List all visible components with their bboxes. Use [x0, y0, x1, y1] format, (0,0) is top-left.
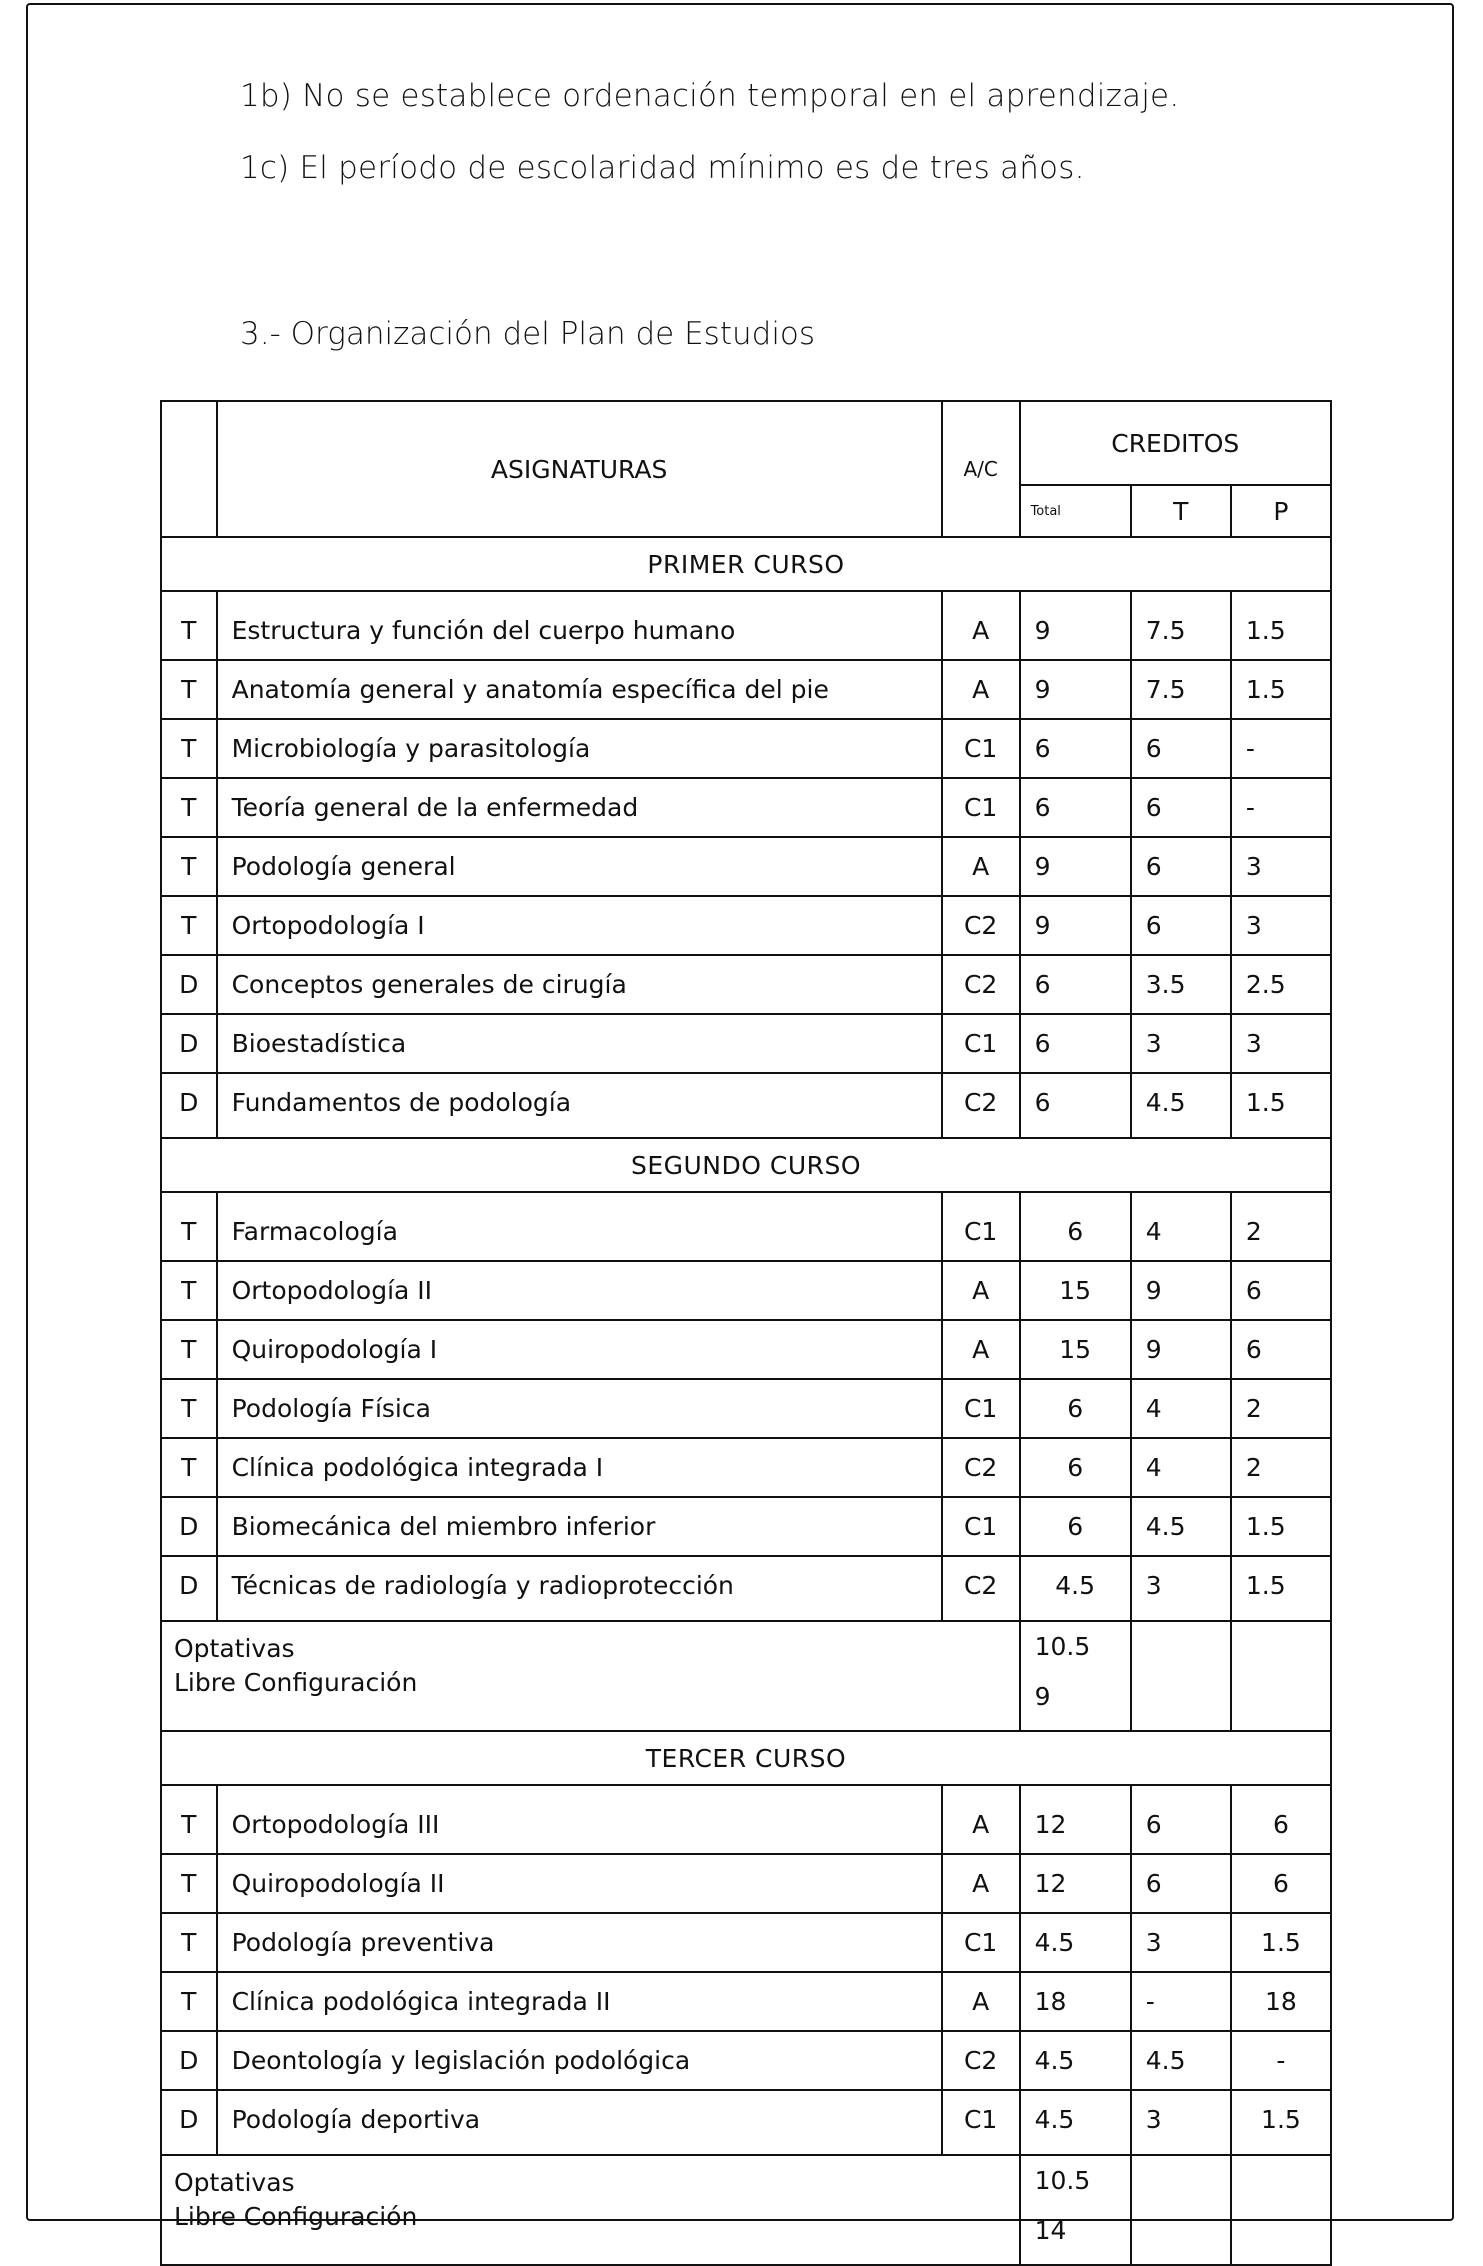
practice-credits-cell: 18	[1231, 1972, 1331, 2031]
total-credits-cell: 12	[1020, 1854, 1131, 1913]
practice-credits-cell: 1.5	[1231, 660, 1331, 719]
ac-cell: C2	[942, 1438, 1020, 1497]
empty-credits-cell	[1131, 1621, 1231, 1731]
practice-credits-cell: 2	[1231, 1379, 1331, 1438]
total-credits-cell: 6	[1020, 778, 1131, 837]
table-row	[161, 1073, 1331, 1138]
subject-name-cell: Quiropodología II	[217, 1854, 942, 1913]
optional-total-cell	[1020, 2155, 1131, 2265]
table-row	[161, 1785, 1331, 1854]
total-credits-cell: 15	[1020, 1320, 1131, 1379]
practice-credits-cell: 2	[1231, 1438, 1331, 1497]
table-row	[161, 660, 1331, 719]
theory-credits-cell: 4	[1131, 1438, 1231, 1497]
subject-type-cell: D	[161, 1073, 217, 1138]
theory-header: T	[1131, 485, 1231, 537]
table-row	[161, 719, 1331, 778]
theory-credits-cell: 6	[1131, 778, 1231, 837]
total-credits-cell: 9	[1020, 660, 1131, 719]
practice-header: P	[1231, 485, 1331, 537]
subject-type-cell: D	[161, 2031, 217, 2090]
table-row	[161, 1379, 1331, 1438]
table-row	[161, 778, 1331, 837]
total-credits-cell: 6	[1020, 1497, 1131, 1556]
table-row	[161, 1972, 1331, 2031]
subject-name-cell: Bioestadística	[217, 1014, 942, 1073]
subject-name-cell: Teoría general de la enfermedad	[217, 778, 942, 837]
subject-name-cell: Ortopodología II	[217, 1261, 942, 1320]
subject-name-cell: Ortopodología I	[217, 896, 942, 955]
total-credits-cell: 6	[1020, 1438, 1131, 1497]
total-header: Total	[1020, 485, 1131, 537]
total-credits-cell: 6	[1020, 1073, 1131, 1138]
ac-cell: A	[942, 1320, 1020, 1379]
theory-credits-cell: 6	[1131, 719, 1231, 778]
practice-credits-cell: 1.5	[1231, 1913, 1331, 1972]
course-header-row	[161, 1731, 1331, 1785]
practice-credits-cell: 6	[1231, 1854, 1331, 1913]
table-body	[161, 537, 1331, 2265]
libre-configuracion-label: Libre Configuración	[174, 1668, 418, 1697]
practice-credits-cell: -	[1231, 778, 1331, 837]
subject-type-cell: T	[161, 1785, 217, 1854]
subject-type-cell: T	[161, 1379, 217, 1438]
ac-cell: C1	[942, 1497, 1020, 1556]
theory-credits-cell: 4.5	[1131, 1073, 1231, 1138]
subject-name-cell: Técnicas de radiología y radioprotección	[217, 1556, 942, 1621]
practice-credits-cell: 1.5	[1231, 591, 1331, 660]
subject-type-cell: T	[161, 1261, 217, 1320]
theory-credits-cell: 3	[1131, 1014, 1231, 1073]
total-credits-cell: 4.5	[1020, 2090, 1131, 2155]
subject-name-cell: Podología general	[217, 837, 942, 896]
total-credits-cell: 6	[1020, 955, 1131, 1014]
total-credits-cell: 9	[1020, 591, 1131, 660]
subject-type-cell: T	[161, 837, 217, 896]
subject-name-cell: Farmacología	[217, 1192, 942, 1261]
ac-cell: C1	[942, 1379, 1020, 1438]
subject-type-cell: T	[161, 660, 217, 719]
table-row	[161, 955, 1331, 1014]
ac-cell: A	[942, 1854, 1020, 1913]
theory-credits-cell: 6	[1131, 1854, 1231, 1913]
theory-credits-cell: 7.5	[1131, 591, 1231, 660]
total-credits-cell: 9	[1020, 896, 1131, 955]
theory-credits-cell: 3	[1131, 2090, 1231, 2155]
ac-header: A/C	[942, 401, 1020, 537]
table-row	[161, 2031, 1331, 2090]
theory-credits-cell: -	[1131, 1972, 1231, 2031]
subject-name-cell: Biomecánica del miembro inferior	[217, 1497, 942, 1556]
paragraph-1c: 1c) El período de escolaridad mínimo es de tres años.	[240, 150, 1085, 186]
subject-name-cell: Clínica podológica integrada I	[217, 1438, 942, 1497]
subject-name-cell: Podología deportiva	[217, 2090, 942, 2155]
ac-cell: C1	[942, 1192, 1020, 1261]
ac-cell: C2	[942, 1556, 1020, 1621]
optativas-label: Optativas	[174, 2168, 295, 2197]
ac-cell: C2	[942, 896, 1020, 955]
ac-cell: A	[942, 591, 1020, 660]
theory-credits-cell: 3	[1131, 1556, 1231, 1621]
type-column-header	[161, 401, 217, 537]
table-row	[161, 896, 1331, 955]
theory-credits-cell: 9	[1131, 1320, 1231, 1379]
table-row	[161, 2090, 1331, 2155]
ac-cell: A	[942, 1785, 1020, 1854]
theory-credits-cell: 9	[1131, 1261, 1231, 1320]
subject-type-cell: T	[161, 719, 217, 778]
empty-credits-cell	[1131, 2155, 1231, 2265]
empty-credits-cell	[1231, 2155, 1331, 2265]
subject-name-cell: Microbiología y parasitología	[217, 719, 942, 778]
optional-credits-row	[161, 2155, 1331, 2265]
total-credits-cell: 15	[1020, 1261, 1131, 1320]
subject-type-cell: T	[161, 591, 217, 660]
empty-credits-cell	[1231, 1621, 1331, 1731]
subject-name-cell: Clínica podológica integrada II	[217, 1972, 942, 2031]
subject-type-cell: D	[161, 1014, 217, 1073]
total-credits-cell: 4.5	[1020, 1556, 1131, 1621]
subject-name-cell: Estructura y función del cuerpo humano	[217, 591, 942, 660]
ac-cell: A	[942, 837, 1020, 896]
study-plan-table	[160, 400, 1332, 2266]
subject-type-cell: T	[161, 1192, 217, 1261]
practice-credits-cell: 6	[1231, 1785, 1331, 1854]
course-title: SEGUNDO CURSO	[161, 1138, 1331, 1192]
theory-credits-cell: 6	[1131, 837, 1231, 896]
total-credits-cell: 18	[1020, 1972, 1131, 2031]
practice-credits-cell: 3	[1231, 837, 1331, 896]
practice-credits-cell: 2.5	[1231, 955, 1331, 1014]
theory-credits-cell: 4	[1131, 1192, 1231, 1261]
optional-labels	[161, 1621, 1020, 1731]
theory-credits-cell: 3.5	[1131, 955, 1231, 1014]
subject-type-cell: D	[161, 1497, 217, 1556]
table-row	[161, 1438, 1331, 1497]
table-header	[161, 401, 1331, 537]
theory-credits-cell: 4	[1131, 1379, 1231, 1438]
practice-credits-cell: 6	[1231, 1261, 1331, 1320]
practice-credits-cell: 2	[1231, 1192, 1331, 1261]
subject-type-cell: T	[161, 1972, 217, 2031]
theory-credits-cell: 4.5	[1131, 1497, 1231, 1556]
practice-credits-cell: -	[1231, 2031, 1331, 2090]
subject-type-cell: T	[161, 896, 217, 955]
table-row	[161, 591, 1331, 660]
ac-cell: A	[942, 1972, 1020, 2031]
optativas-label: Optativas	[174, 1634, 295, 1663]
theory-credits-cell: 6	[1131, 1785, 1231, 1854]
subject-name-cell: Podología preventiva	[217, 1913, 942, 1972]
total-credits-cell: 4.5	[1020, 1913, 1131, 1972]
section-title: 3.- Organización del Plan de Estudios	[240, 316, 816, 352]
total-credits-cell: 6	[1020, 1014, 1131, 1073]
subject-type-cell: T	[161, 1854, 217, 1913]
table-row	[161, 1261, 1331, 1320]
ac-cell: C2	[942, 2031, 1020, 2090]
practice-credits-cell: 6	[1231, 1320, 1331, 1379]
practice-credits-cell: 1.5	[1231, 1073, 1331, 1138]
libre-configuracion-credits: 9	[1034, 1682, 1051, 1711]
subject-name-cell: Anatomía general y anatomía específica del pie	[217, 660, 942, 719]
optional-total-cell	[1020, 1621, 1131, 1731]
subject-name-cell: Fundamentos de podología	[217, 1073, 942, 1138]
table-row	[161, 1913, 1331, 1972]
table-row	[161, 1854, 1331, 1913]
total-credits-cell: 12	[1020, 1785, 1131, 1854]
total-credits-cell: 6	[1020, 1379, 1131, 1438]
course-title: PRIMER CURSO	[161, 537, 1331, 591]
table-row	[161, 837, 1331, 896]
subject-name-cell: Conceptos generales de cirugía	[217, 955, 942, 1014]
optativas-credits: 10.5	[1034, 1632, 1091, 1661]
subject-name-cell: Quiropodología I	[217, 1320, 942, 1379]
ac-cell: A	[942, 660, 1020, 719]
practice-credits-cell: -	[1231, 719, 1331, 778]
subject-name-cell: Deontología y legislación podológica	[217, 2031, 942, 2090]
ac-cell: C2	[942, 1073, 1020, 1138]
practice-credits-cell: 3	[1231, 1014, 1331, 1073]
table-row	[161, 1192, 1331, 1261]
optativas-credits: 10.5	[1034, 2166, 1091, 2195]
course-header-row	[161, 537, 1331, 591]
subject-type-cell: T	[161, 1438, 217, 1497]
practice-credits-cell: 1.5	[1231, 1497, 1331, 1556]
subject-type-cell: D	[161, 955, 217, 1014]
ac-cell: C2	[942, 955, 1020, 1014]
table-row	[161, 1556, 1331, 1621]
optional-credits-row	[161, 1621, 1331, 1731]
practice-credits-cell: 1.5	[1231, 1556, 1331, 1621]
subject-type-cell: D	[161, 1556, 217, 1621]
subject-name-cell: Podología Física	[217, 1379, 942, 1438]
practice-credits-cell: 1.5	[1231, 2090, 1331, 2155]
subject-name-cell: Ortopodología III	[217, 1785, 942, 1854]
ac-cell: C1	[942, 1014, 1020, 1073]
subject-type-cell: T	[161, 1913, 217, 1972]
subject-type-cell: D	[161, 2090, 217, 2155]
theory-credits-cell: 3	[1131, 1913, 1231, 1972]
subjects-header: ASIGNATURAS	[217, 401, 942, 537]
total-credits-cell: 6	[1020, 1192, 1131, 1261]
course-header-row	[161, 1138, 1331, 1192]
subject-type-cell: T	[161, 778, 217, 837]
optional-labels	[161, 2155, 1020, 2265]
paragraph-1b: 1b) No se establece ordenación temporal en el aprendizaje.	[240, 78, 1180, 114]
subject-type-cell: T	[161, 1320, 217, 1379]
ac-cell: C1	[942, 2090, 1020, 2155]
libre-configuracion-credits: 14	[1034, 2216, 1067, 2245]
total-credits-cell: 4.5	[1020, 2031, 1131, 2090]
libre-configuracion-label: Libre Configuración	[174, 2202, 418, 2231]
table-row	[161, 1320, 1331, 1379]
total-credits-cell: 9	[1020, 837, 1131, 896]
credits-header: CREDITOS	[1020, 401, 1331, 485]
theory-credits-cell: 4.5	[1131, 2031, 1231, 2090]
theory-credits-cell: 6	[1131, 896, 1231, 955]
table-row	[161, 1497, 1331, 1556]
table-row	[161, 1014, 1331, 1073]
practice-credits-cell: 3	[1231, 896, 1331, 955]
ac-cell: C1	[942, 1913, 1020, 1972]
ac-cell: C1	[942, 719, 1020, 778]
ac-cell: A	[942, 1261, 1020, 1320]
theory-credits-cell: 7.5	[1131, 660, 1231, 719]
course-title: TERCER CURSO	[161, 1731, 1331, 1785]
ac-cell: C1	[942, 778, 1020, 837]
total-credits-cell: 6	[1020, 719, 1131, 778]
